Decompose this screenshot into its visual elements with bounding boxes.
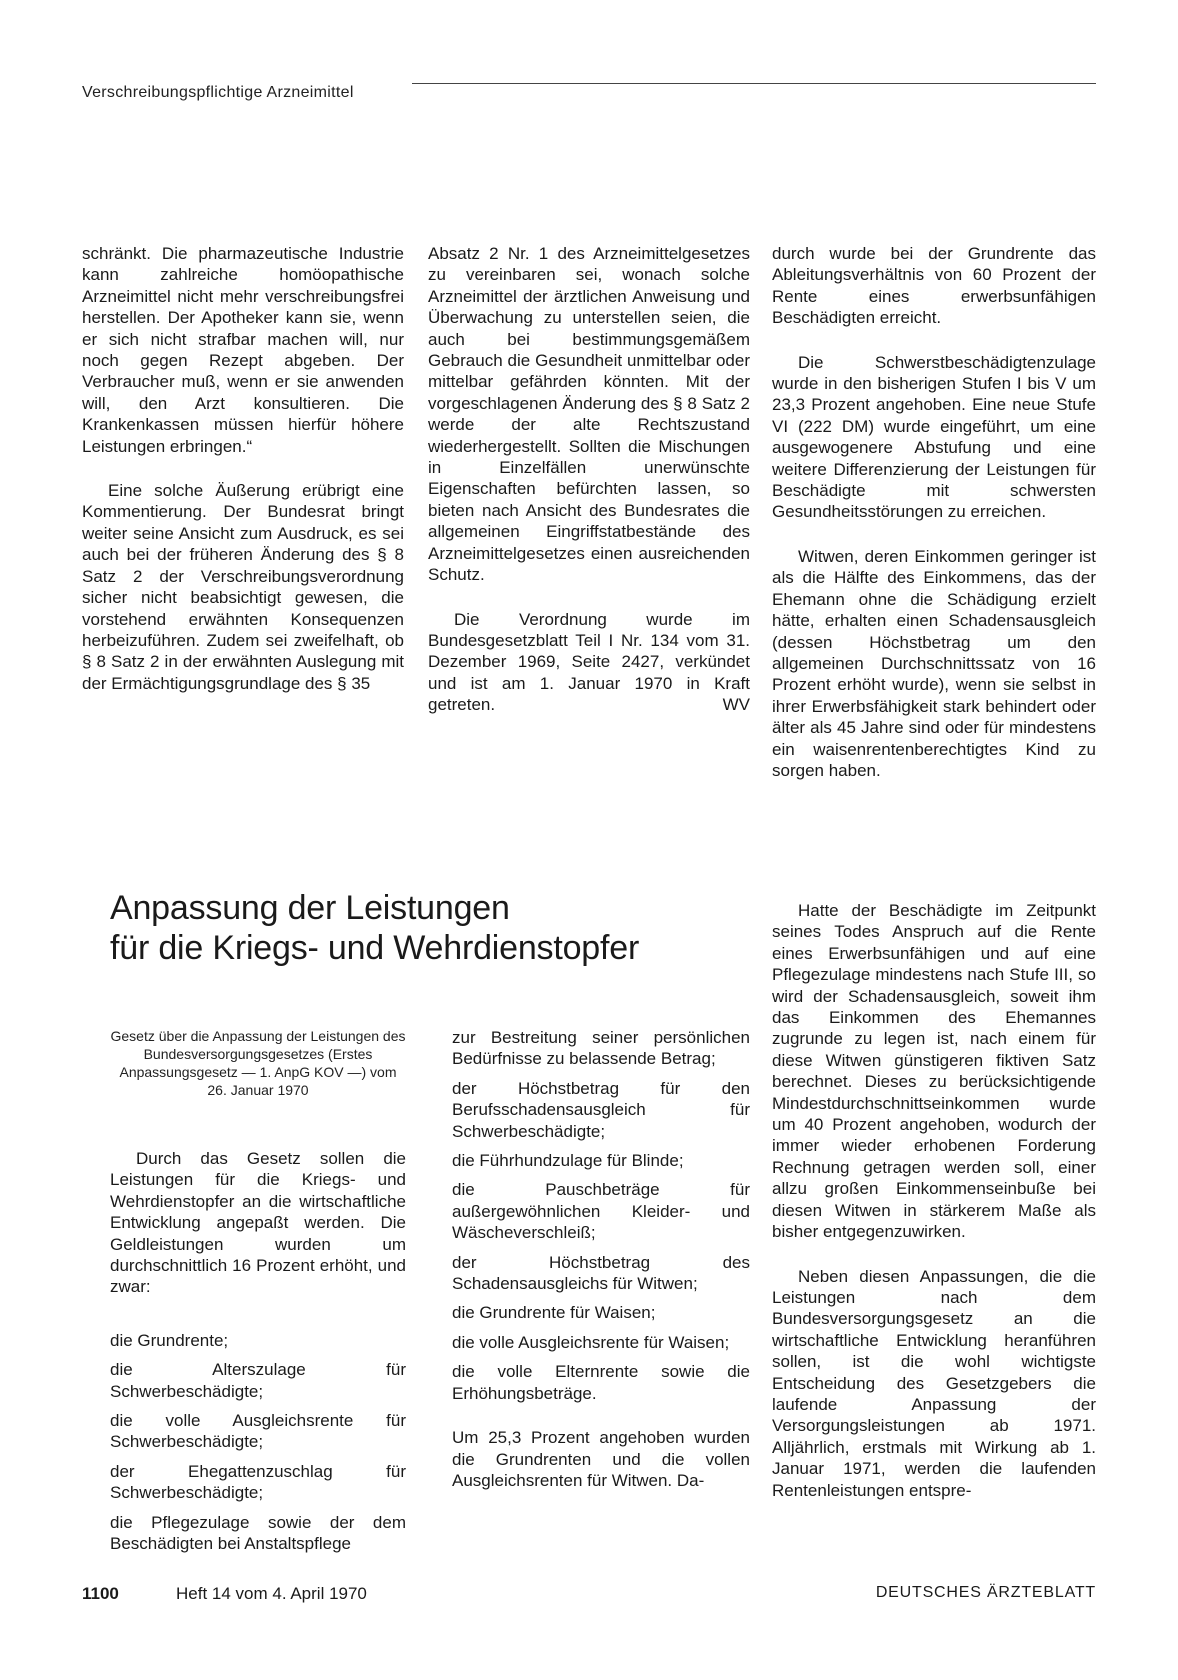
list-item: die Führhundzulage für Blinde;: [452, 1151, 684, 1171]
header-rule: [412, 83, 1096, 84]
intro-paragraph: Durch das Gesetz sollen die Leistungen für die Kriegs- und Wehrdienstopfer an die wirtschaftliche Entwicklung angepaßt werden. Die Geldleistungen wurden um durchschnittlich 16 Prozent erhöht, und zwar:: [110, 1149, 406, 1297]
list-item: die Grundrente;: [110, 1330, 229, 1350]
paragraph: Neben diesen Anpassungen, die die Leistungen nach dem Bundesversorgungsgesetz an die wirtschaftliche Entwicklung heranführen sollen, ist die wohl wichtigste Entscheidung des Gesetzgebers die laufende Anpassung der Versorgungsleistungen ab 1971. Alljährlich, erstmals mit Wirkung ab 1. Januar 1971, werden die laufenden Rentenleistungen entspre-: [772, 1266, 1096, 1500]
list-item: der Höchstbetrag des Schadensausgleichs für Witwen;: [452, 1252, 750, 1294]
paragraph-last: [428, 609, 750, 716]
paragraph: Um 25,3 Prozent angehoben wurden die Grundrenten und die vollen Ausgleichsrenten für Witwen. Da-: [452, 1428, 750, 1490]
benefits-list-continued: [452, 1027, 750, 1404]
headline-line-1: Anpassung der Leistungen: [110, 889, 510, 927]
article1-column-1: [82, 243, 404, 694]
article2-column-2: [452, 1027, 750, 1491]
paragraph: Eine solche Äußerung erübrigt eine Kommentierung. Der Bundesrat bringt weiter seine Ansicht zum Ausdruck, es sei auch bei der früheren Änderung des § 8 Satz 2 der Verschreibungsverordnung sicher nicht beabsichtigt gewesen, die vorstehend erwähnten Konsequenzen herbeizuführen. Zudem sei zweifelhaft, ob § 8 Satz 2 in der erwähnten Auslegung mit der Ermächtigungsgrundlage des § 35: [82, 481, 404, 693]
paragraph: schränkt. Die pharmazeutische Industrie kann zahlreiche homöopathische Arzneimittel nicht mehr verschreibungsfrei herstellen. Der Apotheker kann sie, wenn er sich nicht strafbar machen will, nur noch gegen Rezept abgeben. Der Verbraucher muß, wenn er sie anwenden will, den Arzt konsultieren. Die Krankenkassen müssen hierfür höhere Leistungen erbringen.“: [82, 244, 404, 456]
list-item: zur Bestreitung seiner persönlichen Bedürfnisse zu belassende Betrag;: [452, 1028, 750, 1069]
paragraph: Absatz 2 Nr. 1 des Arzneimittelgesetzes zu vereinbaren sei, wonach solche Arzneimittel der ärztlichen Anweisung und Überwachung zu unterstellen seien, die auch bei bestimmungsgemäßem Gebrauch die Gesundheit unmittelbar oder mittelbar gefährden könnten. Mit der vorgeschlagenen Änderung des § 8 Satz 2 werde der alte Rechtszustand wiederhergestellt. Sollten die Mischungen in Einzelfällen unerwünschte Eigenschaften befürchten lassen, so bieten nach Ansicht des Bundesrates die allgemeinen Eingriffstatbestände des Arzneimittelgesetzes einen ausreichenden Schutz.: [428, 244, 750, 585]
paragraph-text: Die Verordnung wurde im Bundesgesetzblatt Teil I Nr. 134 vom 31. Dezember 1969, Seite 2427, verkündet und ist am 1. Januar 1970 in Kraft getreten.: [428, 609, 750, 715]
list-item: die Pflegezulage sowie der dem Beschädigten bei Anstaltspflege: [110, 1512, 406, 1554]
law-reference: Gesetz über die Anpassung der Leistungen des Bundesversorgungsgesetzes (Erstes Anpassungsgesetz — 1. AnpG KOV —) vom 26. Januar 1970: [110, 1028, 406, 1098]
paragraph: durch wurde bei der Grundrente das Ableitungsverhältnis von 60 Prozent der Rente eines erwerbsunfähigen Beschädigten erreicht.: [772, 244, 1096, 328]
list-item: die volle Ausgleichsrente für Schwerbeschädigte;: [110, 1411, 406, 1452]
list-item: die Grundrente für Waisen;: [452, 1303, 656, 1323]
issue-info: Heft 14 vom 4. April 1970: [176, 1584, 367, 1603]
list-item: die Pauschbeträge für außergewöhnlichen Kleider- und Wäscheverschleiß;: [452, 1180, 750, 1243]
list-item: die volle Elternrente sowie die Erhöhungsbeträge.: [452, 1362, 750, 1403]
running-head: Verschreibungspflichtige Arzneimittel: [82, 84, 354, 101]
article2-column-3-bottom: [772, 900, 1096, 1501]
paragraph: Hatte der Beschädigte im Zeitpunkt seines Todes Anspruch auf die Rente eines Erwerbsunfähigen und auf eine Pflegezulage mindestens nach Stufe III, so wird der Schadensausgleich, soweit ihm das Einkommen des Ehemannes zugrunde zu legen ist, nach einem für diese Witwen günstigeren fiktiven Satz berechnet. Dieses zu berücksichtigende Mindestdurchschnittseinkommen wurde um 40 Prozent angehoben, wodurch der immer wieder erhobenen Forderung Rechnung getragen werden soll, einer allzu großen Einkommenseinbuße bei diesen Witwen in stärkerem Maße als bisher entgegenzuwirken.: [772, 901, 1096, 1242]
list-item: die volle Ausgleichsrente für Waisen;: [452, 1332, 730, 1352]
list-item: der Höchstbetrag für den Berufsschadensausgleich für Schwerbeschädigte;: [452, 1078, 750, 1141]
headline-line-2: für die Kriegs- und Wehrdienstopfer: [110, 929, 640, 967]
article2-column-3-top: [772, 243, 1096, 781]
page-number: 1100: [82, 1584, 119, 1603]
article1-column-2: [428, 243, 750, 716]
list-item: der Ehegattenzuschlag für Schwerbeschädigte;: [110, 1461, 406, 1503]
list-item: die Alterszulage für Schwerbeschädigte;: [110, 1360, 406, 1401]
author-signature: WV: [722, 695, 750, 715]
article2-column-1: [110, 1148, 406, 1555]
article-headline: [110, 888, 750, 968]
journal-name: DEUTSCHES ÄRZTEBLATT: [875, 1584, 1096, 1601]
paragraph: Die Schwerstbeschädigtenzulage wurde in den bisherigen Stufen I bis V um 23,3 Prozent angehoben. Eine neue Stufe VI (222 DM) wurde eingeführt, um eine ausgewogenere Abstufung und eine weitere Differenzierung der Leistungen für Beschädigte mit schwersten Gesundheitsstörungen zu erreichen.: [772, 352, 1096, 522]
paragraph: Witwen, deren Einkommen geringer ist als die Hälfte des Einkommens, das der Ehemann ohne die Schädigung erzielt hätte, erhalten einen Schadensausgleich (dessen Höchstbetrag um den allgemeinen Durchschnittssatz von 16 Prozent erhöht wurde), wenn sie selbst in ihrer Erwerbsfähigkeit stark behindert oder älter als 45 Jahre sind oder für mindestens ein waisenrentenberechtigtes Kind zu sorgen haben.: [772, 546, 1096, 780]
benefits-list: [110, 1330, 406, 1555]
